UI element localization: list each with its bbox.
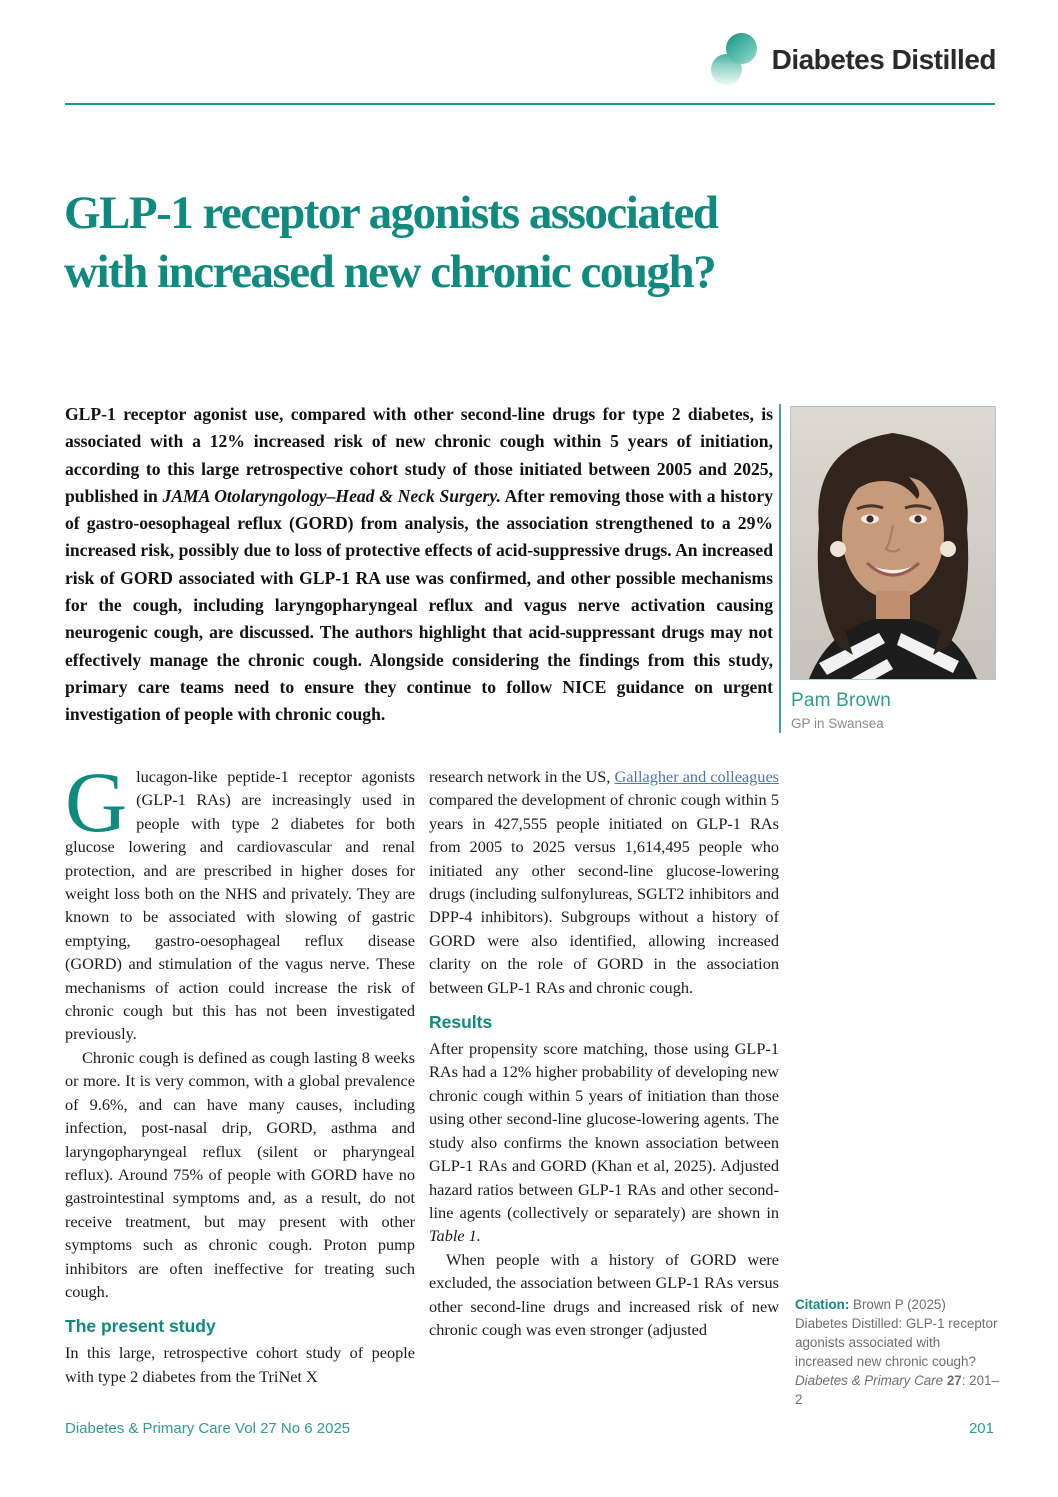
dropcap-letter: G (65, 754, 128, 850)
gallagher-colleagues-link[interactable]: Gallagher and colleagues (614, 767, 780, 786)
results-text: After propensity score matching, those using GLP-1 RAs had a 12% higher probability of developing new chronic cough within 5 years of initiation than those using other second-line glucose-lowering agents. The study also confirms the known association between GLP-1 RAs and GORD (Khan et al, 2025). Adjusted hazard ratios between GLP-1 RAs and other second-line agents (collectively or separately) are shown in (429, 1039, 779, 1222)
study-text-pre: research network in the US, (429, 767, 615, 786)
citation-label: Citation: (795, 1297, 850, 1312)
footer-journal-line: Diabetes & Primary Care Vol 27 No 6 2025 (65, 1420, 351, 1437)
author-portrait-illustration (791, 407, 995, 679)
brand-name: Diabetes Distilled (771, 44, 996, 75)
body-column-right (429, 765, 779, 1388)
abstract-text-2: After removing those with a history of gastro-oesophageal reflux (GORD) from analysis, the association strengthened to a 29% increased risk, possibly due to loss of protective effects of acid-suppressive drugs. An increased risk of GORD associated with GLP-1 RA use was confirmed, and other possible mechanisms for the cough, including laryngopharyngeal reflux and vagus nerve activation causing neurogenic cough, are discussed. The authors highlight that acid-suppressant drugs may not effectively manage the chronic cough. Alongside considering the findings from this study, primary care teams need to ensure they continue to follow NICE guidance on urgent investigation of people with chronic cough. (65, 485, 774, 725)
paragraph-study-continued (429, 765, 779, 999)
article-title-line2: with increased new chronic cough? (64, 246, 716, 298)
article-title (64, 184, 844, 302)
study-text-post: compared the development of chronic cough within 5 years in 427,555 people initiated on GLP-1 RAs from 2005 to 2025 versus 1,614,495 people who initiated any other second-line glucose-lowering drugs (including sulfonylureas, SGLT2 inhibitors and DPP-4 inhibitors). Subgroups without a history of GORD were also identified, allowing increased clarity on the role of GORD in the association between GLP-1 RAs and chronic cough. (429, 790, 779, 997)
article-title-line1: GLP-1 receptor agonists associated (64, 187, 718, 239)
abstract-text-1: GLP-1 receptor agonist use, compared with other second-line drugs for type 2 diabetes, is associated with a 12% increased risk of new chronic cough within 5 years of initiation, according to this large retrospective cohort study of those initiated between 2005 and 2025, published in (65, 404, 773, 506)
diabetes-distilled-icon (711, 33, 759, 87)
citation-text: Brown P (2025) Diabetes Distilled: GLP-1 receptor agonists associated with increased new chronic cough? (795, 1297, 998, 1369)
abstract-journal-name: JAMA Otolaryngology–Head & Neck Surgery. (162, 485, 501, 506)
abstract (65, 401, 773, 729)
logo-circle-top (726, 33, 757, 64)
header-divider (65, 103, 995, 105)
body-column-left (65, 754, 415, 1388)
author-photo (790, 406, 996, 680)
paragraph-chronic-cough: Chronic cough is defined as cough lasting 8 weeks or more. It is very common, with a global prevalence of 9.6%, and can have many causes, including infection, post-nasal drip, GORD, asthma and laryngopharyngeal reflux (silent or pharyngeal reflux). Around 75% of people with GORD have no gastrointestinal symptoms and, as a result, do not receive treatment, but may present with other symptoms such as chronic cough. Proton pump inhibitors are often ineffective for treating such cough. (65, 1047, 415, 1301)
paragraph-results (429, 1037, 779, 1248)
abstract-side-rule (779, 404, 781, 733)
citation-journal: Diabetes & Primary Care (795, 1373, 947, 1388)
author-role: GP in Swansea (791, 716, 884, 731)
citation-pages: : 201–2 (795, 1373, 999, 1407)
paragraph-intro (65, 754, 415, 1046)
brand-logo (711, 33, 996, 87)
article-body (65, 754, 780, 1388)
footer-page-number: 201 (968, 1420, 994, 1437)
section-heading-results: Results (429, 1012, 493, 1033)
citation-volume: 27 (946, 1373, 962, 1388)
paragraph-gord-excluded: When people with a history of GORD were excluded, the association between GLP-1 RAs versus other second-line drugs and increased risk of new chronic cough was even stronger (adjusted (429, 1249, 779, 1339)
paragraph-intro-text: lucagon-like peptide-1 receptor agonists (GLP-1 RAs) are increasingly used in people with type 2 diabetes for both glucose lowering and cardiovascular and renal protection, and are prescribed in higher doses for weight loss both on the NHS and privately. They are known to be associated with slowing of gastric emptying, gastro-oesophageal reflux disease (GORD) and stimulation of the vagus nerve. These mechanisms of action could increase the risk of chronic cough but this has not been investigated previously. (65, 767, 415, 1044)
author-name: Pam Brown (791, 690, 892, 711)
table-1-reference: Table 1. (429, 1226, 481, 1246)
section-heading-present-study: The present study (65, 1316, 216, 1337)
paragraph-study-start: In this large, retrospective cohort study of people with type 2 diabetes from the TriNet X (65, 1343, 415, 1386)
citation-block (795, 1295, 1001, 1409)
